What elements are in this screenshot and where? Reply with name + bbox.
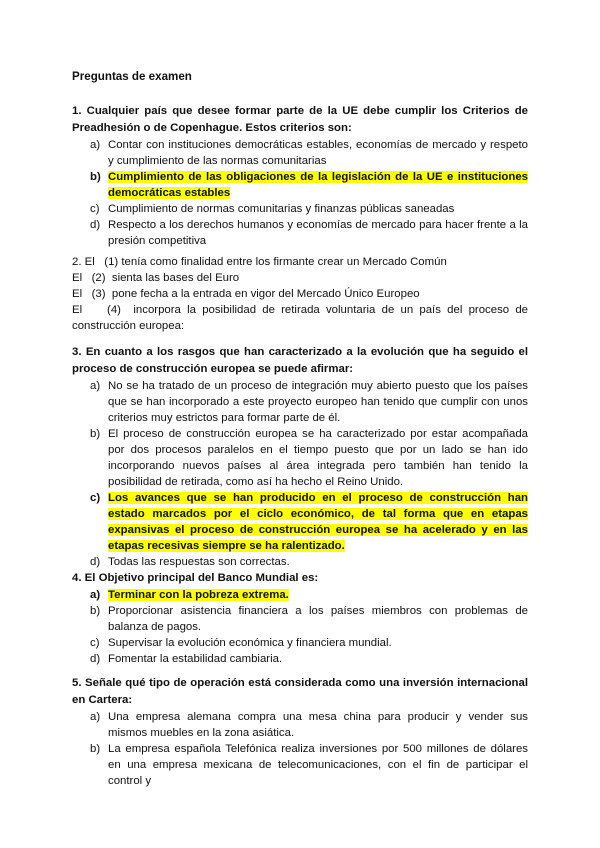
option-b-correct: [72, 169, 528, 201]
option-d: [72, 554, 528, 570]
option-b: [72, 426, 528, 490]
option-label: a): [90, 711, 101, 723]
question-line: El (3) pone fecha a la entrada en vigor del Mercado Único Europeo: [72, 288, 420, 300]
option-list: [72, 137, 528, 249]
option-text-highlighted: Terminar con la pobreza extrema.: [108, 589, 289, 601]
question-2: [72, 254, 532, 334]
option-a-correct: [72, 587, 528, 603]
question-5: [72, 675, 528, 789]
option-c: [72, 201, 528, 217]
question-text: 3. En cuanto a los rasgos que han caracterizado a la evolución que ha seguido el proceso de construcción europea se puede afirmar:: [72, 346, 528, 375]
option-a: [72, 709, 528, 741]
question-line: El (4) incorpora la posibilidad de retirada voluntaria de un país del proceso de construcción europea:: [72, 304, 532, 332]
option-b: [72, 603, 528, 635]
option-text: La empresa española Telefónica realiza inversiones por 500 millones de dólares en una empresa mexicana de telecomunicaciones, con el fin de participar el control y: [108, 743, 528, 787]
option-text: Todas las respuestas son correctas.: [108, 556, 290, 568]
option-text: Una empresa alemana compra una mesa china para producir y vender sus mismos muebles en la zona asiática.: [108, 711, 528, 739]
option-c: [72, 635, 528, 651]
option-d: [72, 651, 528, 667]
option-c-correct: [72, 490, 528, 554]
option-text: Proporcionar asistencia financiera a los países miembros con problemas de balanza de pagos.: [108, 605, 528, 633]
option-text: El proceso de construcción europea se ha caracterizado por estar acompañada por dos procesos paralelos en el tiempo puesto que por un lado se han ido incorporando nuevos países al área integrada pero también han tenido la posibilidad de retirada, como así ha hecho el Reino Unido.: [108, 428, 528, 488]
option-label: c): [90, 492, 101, 504]
option-text: Respecto a los derechos humanos y economías de mercado para hacer frente a la presión competitiva: [108, 219, 528, 247]
page-title: Preguntas de examen: [72, 70, 192, 83]
question-1: [72, 103, 528, 249]
option-label: a): [90, 139, 101, 151]
option-a: [72, 378, 528, 426]
option-label: b): [90, 605, 101, 617]
option-text: Contar con instituciones democráticas estables, economías de mercado y respeto y cumplimiento de las normas comunitarias: [108, 139, 528, 167]
option-a: [72, 137, 528, 169]
option-label: b): [90, 743, 101, 755]
option-text: No se ha tratado de un proceso de integración muy abierto puesto que los países que se han incorporado a este proyecto europeo han tenido que cumplir con unos criterios muy estrictos para formar parte de él.: [108, 380, 528, 424]
option-label: d): [90, 556, 101, 568]
question-text: 4. El Objetivo principal del Banco Mundial es:: [72, 572, 319, 584]
question-text: 1. Cualquier país que desee formar parte de la UE debe cumplir los Criterios de Preadhesión o de Copenhague. Estos criterios son:: [72, 105, 528, 134]
option-d: [72, 217, 528, 249]
option-label: c): [90, 637, 100, 649]
question-text: 5. Señale qué tipo de operación está considerada como una inversión internacional en Cartera:: [72, 677, 528, 706]
option-list: [72, 587, 528, 667]
option-list: [72, 709, 528, 789]
option-label: d): [90, 653, 101, 665]
question-3: [72, 344, 528, 570]
option-text: Fomentar la estabilidad cambiaria.: [108, 653, 283, 665]
option-label: a): [90, 589, 101, 601]
option-label: c): [90, 203, 100, 215]
option-label: a): [90, 380, 101, 392]
question-line: El (2) sienta las bases del Euro: [72, 272, 240, 284]
question-line: 2. El (1) tenía como finalidad entre los firmante crear un Mercado Común: [72, 256, 447, 268]
option-label: b): [90, 171, 101, 183]
question-4: [72, 570, 528, 667]
option-b: [72, 741, 528, 789]
option-text: Cumplimiento de normas comunitarias y finanzas públicas saneadas: [108, 203, 455, 215]
option-text-highlighted: Los avances que se han producido en el proceso de construcción han estado marcados por el ciclo económico, de tal forma que en etapas expansivas el proceso de construcción europea se ha acelerado y en las etapas recesivas siempre se ha ralentizado.: [108, 492, 528, 552]
option-text: Supervisar la evolución económica y financiera mundial.: [108, 637, 392, 649]
option-label: b): [90, 428, 101, 440]
option-label: d): [90, 219, 101, 231]
option-list: [72, 378, 528, 570]
option-text-highlighted: Cumplimiento de las obligaciones de la legislación de la UE e instituciones democráticas estables: [108, 171, 528, 199]
